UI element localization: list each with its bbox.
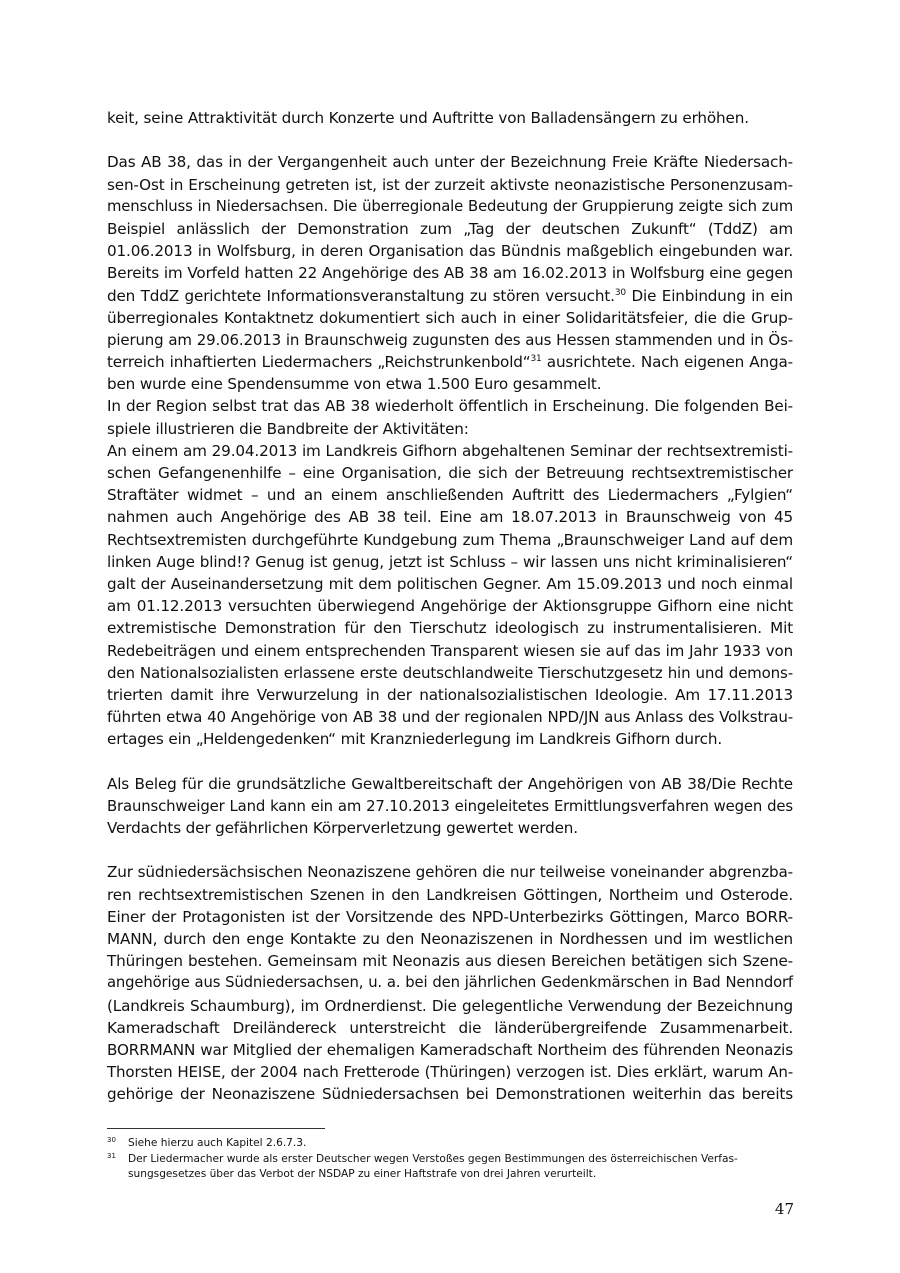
text-line: (Landkreis Schaumburg), im Ordnerdienst. Die gelegentliche Verwendung der Bezeichnung [107,996,793,1015]
text-line: keit, seine Attraktivität durch Konzerte und Auftritte von Balladensängern zu erhöhen. [107,109,749,127]
text-line: führten etwa 40 Angehörige von AB 38 und der regionalen NPD/JN aus Anlass des Volkstrau- [107,708,793,727]
paragraph [107,861,793,1105]
paragraph [107,107,793,129]
text-line: den Nationalsozialisten erlassene erste deutschlandweite Tierschutzgesetz hin und demons- [107,663,793,682]
text-line: In der Region selbst trat das AB 38 wiederholt öffentlich in Erscheinung. Die folgenden Bei- [107,397,793,416]
paragraph [107,395,793,439]
text-line: BORRMANN war Mitglied der ehemaligen Kameradschaft Northeim des führenden Neonazis [107,1040,793,1059]
text-line: schen Gefangenenhilfe – eine Organisation, die sich der Betreuung rechtsextremistischer [107,464,793,482]
text-line: galt der Auseinandersetzung mit dem politischen Gegner. Am 15.09.2013 und noch einmal [107,574,793,593]
body-text [107,107,793,1105]
text-line: Verdachts der gefährlichen Körperverletzung gewertet werden. [107,819,578,837]
text-line: linken Auge blind!? Genug ist genug, jetzt ist Schluss – wir lassen uns nicht kriminalisieren“ [107,552,793,571]
footnote-30 [107,1136,797,1152]
text-line: MANN, durch den enge Kontakte zu den Neonaziszenen in Nordhessen und im westlichen [107,929,793,948]
footnote-ref-30[interactable]: 30 [614,287,626,298]
paragraph [107,440,793,751]
text-line: Braunschweiger Land kann ein am 27.10.2013 eingeleitetes Ermittlungsverfahren wegen des [107,796,793,815]
text-line: ertages ein „Heldengedenken“ mit Kranzniederlegung im Landkreis Gifhorn durch. [107,730,723,749]
text-line: Redebeiträgen und einem entsprechenden Transparent wiesen sie auf das im Jahr 1933 von [107,641,793,660]
footnote-ref-31[interactable]: 31 [530,354,542,365]
text-line: Bereits im Vorfeld hatten 22 Angehörige des AB 38 am 16.02.2013 in Wolfsburg eine gegen [107,264,793,283]
text-line: Einer der Protagonisten ist der Vorsitzende des NPD-Unterbezirks Göttingen, Marco BORR- [107,907,793,926]
text-line: Das AB 38, das in der Vergangenheit auch unter der Bezeichnung Freie Kräfte Niedersach- [107,153,793,172]
footnote-text: sungsgesetzes über das Verbot der NSDAP zu einer Haftstrafe von drei Jahren verurteilt. [128,1168,597,1180]
paragraph [107,151,793,395]
paragraph [107,773,793,840]
text-line: 01.06.2013 in Wolfsburg, in deren Organisation das Bündnis maßgeblich eingebunden war. [107,242,793,261]
text-line: terreich inhaftierten Liedermachers „Reichstrunkenbold“$^{31}$ ausrichtete. Nach eigenen Anga- [107,353,793,372]
text-line: nahmen auch Angehörige des AB 38 teil. Eine am 18.07.2013 in Braunschweig von 45 [107,508,793,527]
text-line: sen-Ost in Erscheinung getreten ist, ist der zurzeit aktivste neonazistische Personenzusam- [107,175,793,194]
text-line: gehörige der Neonaziszene Südniedersachsen bei Demonstrationen weiterhin das bereits [107,1085,793,1104]
text-line: Straftäter widmet – und an einem anschließenden Auftritt des Liedermachers „Fylgien“ [107,486,793,505]
footnote-number: 30 [107,1136,116,1144]
footnote-divider [107,1128,325,1129]
text-line: angehörige aus Südniedersachsen, u. a. bei den jährlichen Gedenkmärschen in Bad Nenndorf [107,974,793,992]
text-line: An einem am 29.04.2013 im Landkreis Gifhorn abgehaltenen Seminar der rechtsextremisti- [107,441,793,460]
text-line: den TddZ gerichtete Informationsveranstaltung zu stören versucht.$^{30}$ Die Einbindung in ein [107,286,794,305]
text-line: Thüringen bestehen. Gemeinsam mit Neonazis aus diesen Bereichen betätigen sich Szene- [107,952,793,971]
text-line: menschluss in Niedersachsen. Die überregionale Bedeutung der Gruppierung zeigte sich zum [107,197,793,215]
text-line: Als Beleg für die grundsätzliche Gewaltbereitschaft der Angehörigen von AB 38/Die Rechte [107,774,793,793]
text-line: am 01.12.2013 versuchten überwiegend Angehörige der Aktionsgruppe Gifhorn eine nicht [107,597,793,616]
text-line: Thorsten HEISE, der 2004 nach Fretterode (Thüringen) verzogen ist. Dies erklärt, warum An- [107,1063,793,1082]
text-line: Kameradschaft Dreiländereck unterstreicht die länderübergreifende Zusammenarbeit. [107,1018,793,1037]
footnotes [107,1136,797,1183]
footnote-text: Der Liedermacher wurde als erster Deutscher wegen Verstoßes gegen Bestimmungen des österreichischen Verfas- [128,1152,738,1165]
text-line: ren rechtsextremistischen Szenen in den Landkreisen Göttingen, Northeim und Osterode. [107,885,793,904]
footnote-text: Siehe hierzu auch Kapitel 2.6.7.3. [128,1137,307,1149]
text-line: Beispiel anlässlich der Demonstration zum „Tag der deutschen Zukunft“ (TddZ) am [107,219,793,238]
footnote-31 [107,1152,797,1183]
text-line: trierten damit ihre Verwurzelung in der nationalsozialistischen Ideologie. Am 17.11.2013 [107,685,793,704]
text-line: spiele illustrieren die Bandbreite der Aktivitäten: [107,419,469,438]
text-line: ben wurde eine Spendensumme von etwa 1.500 Euro gesammelt. [107,375,602,394]
text-line: Rechtsextremisten durchgeführte Kundgebung zum Thema „Braunschweiger Land auf dem [107,530,793,549]
text-line: überregionales Kontaktnetz dokumentiert sich auch in einer Solidaritätsfeier, die die Grup- [107,308,793,327]
footnote-number: 31 [107,1151,116,1160]
text-line: Zur südniedersächsischen Neonaziszene gehören die nur teilweise voneinander abgrenzba- [107,863,793,882]
text-line: pierung am 29.06.2013 in Braunschweig zugunsten des aus Hessen stammenden und in Ös- [107,330,793,349]
page-number: 47 [774,1200,794,1218]
text-line: extremistische Demonstration für den Tierschutz ideologisch zu instrumentalisieren. Mit [107,619,793,638]
